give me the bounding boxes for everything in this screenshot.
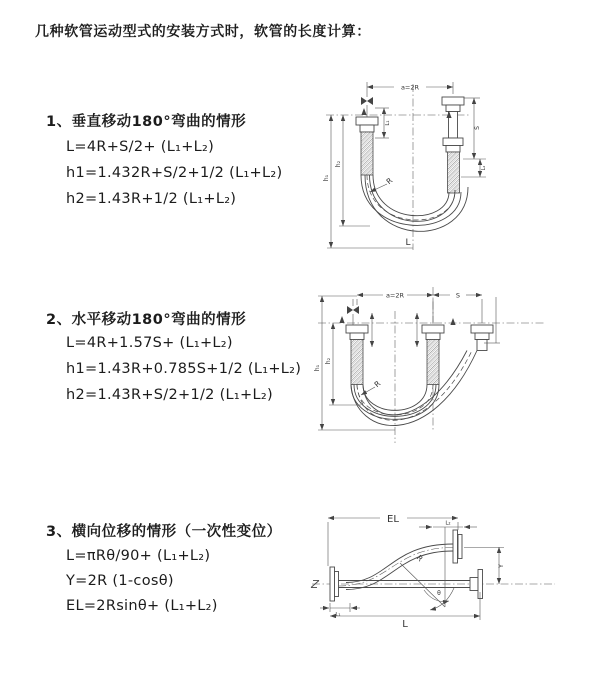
dim-label-l2: L₂ (481, 165, 487, 171)
left-connector (356, 108, 378, 175)
dim-l2 (419, 521, 477, 528)
dim-a2r (367, 82, 453, 94)
middle-connector (422, 325, 444, 385)
section-1-formula-L: L=4R+S/2+ (L₁+L₂) (66, 139, 215, 155)
dim-s (463, 98, 486, 159)
dim-label-h2: h₂ (325, 357, 332, 365)
section-3-formula-L: L=πRθ/90+ (L₁+L₂) (66, 548, 211, 564)
dim-label-l2: L₂ (445, 520, 451, 527)
diagram-vertical-180-bend (318, 78, 536, 260)
section-1-formula-h2: h2=1.43R+1/2 (L₁+L₂) (66, 191, 237, 207)
dim-a2r (357, 292, 482, 324)
left-connector (339, 316, 368, 385)
section-1-heading: 1、垂直移动180°弯曲的情形 (46, 114, 247, 130)
section-2-heading: 2、水平移动180°弯曲的情形 (46, 312, 247, 328)
upper-right-flange (453, 530, 462, 563)
right-connector (442, 97, 464, 193)
hose-u-curves (351, 351, 477, 426)
dim-l2 (461, 159, 487, 177)
section-2-formula-h2: h2=1.43R+S/2+1/2 (L₁+L₂) (66, 387, 273, 403)
dim-el (328, 514, 458, 566)
dim-label-a2r: a=2R (385, 291, 405, 300)
dim-label-l1: L₁ (385, 120, 391, 126)
dim-label-l1: L₁ (335, 612, 341, 618)
radius-label: R (384, 175, 395, 187)
radius-label: R (372, 378, 383, 390)
displaced-hose-s-curve (338, 544, 453, 590)
diagram-horizontal-180-bend (313, 283, 563, 455)
motion-arrow-up-icon (361, 108, 366, 115)
dim-label-el: EL (387, 514, 399, 525)
section-2-formula-h1: h1=1.43R+0.785S+1/2 (L₁+L₂) (66, 361, 302, 377)
section-1-formula-h1: h1=1.432R+S/2+1/2 (L₁+L₂) (66, 165, 283, 181)
angle-label: θ (437, 590, 441, 597)
left-flange (330, 567, 339, 601)
dim-label-y: Y (497, 564, 505, 568)
length-label: L (405, 238, 411, 248)
dim-label-s: S (455, 291, 461, 300)
radius-label: R (414, 553, 425, 564)
dim-label-s: S (474, 126, 481, 130)
dim-label-a2r: a=2R (400, 83, 420, 92)
dim-label-h2: h₂ (335, 160, 342, 168)
section-3-formula-EL: EL=2Rsinθ+ (L₁+L₂) (66, 598, 218, 614)
section-3-heading: 3、横向位移的情形（一次性变位） (46, 524, 282, 540)
dim-l (330, 592, 480, 630)
dim-label-h1: h₁ (323, 174, 330, 182)
section-2-formula-L: L=4R+1.57S+ (L₁+L₂) (66, 335, 233, 351)
section-3-formula-Y: Y=2R (1-cosθ) (66, 573, 174, 589)
dim-label-h1: h₁ (314, 364, 321, 372)
motion-arrow-up-icon (339, 316, 344, 323)
right-connector (450, 318, 493, 351)
page-title: 几种软管运动型式的安装方式时，软管的长度计算： (35, 24, 371, 40)
dim-label-l: L (402, 619, 408, 630)
motion-arrow-up-icon (450, 318, 455, 325)
diagram-lateral-displacement (308, 500, 563, 643)
angle-theta (424, 588, 454, 610)
